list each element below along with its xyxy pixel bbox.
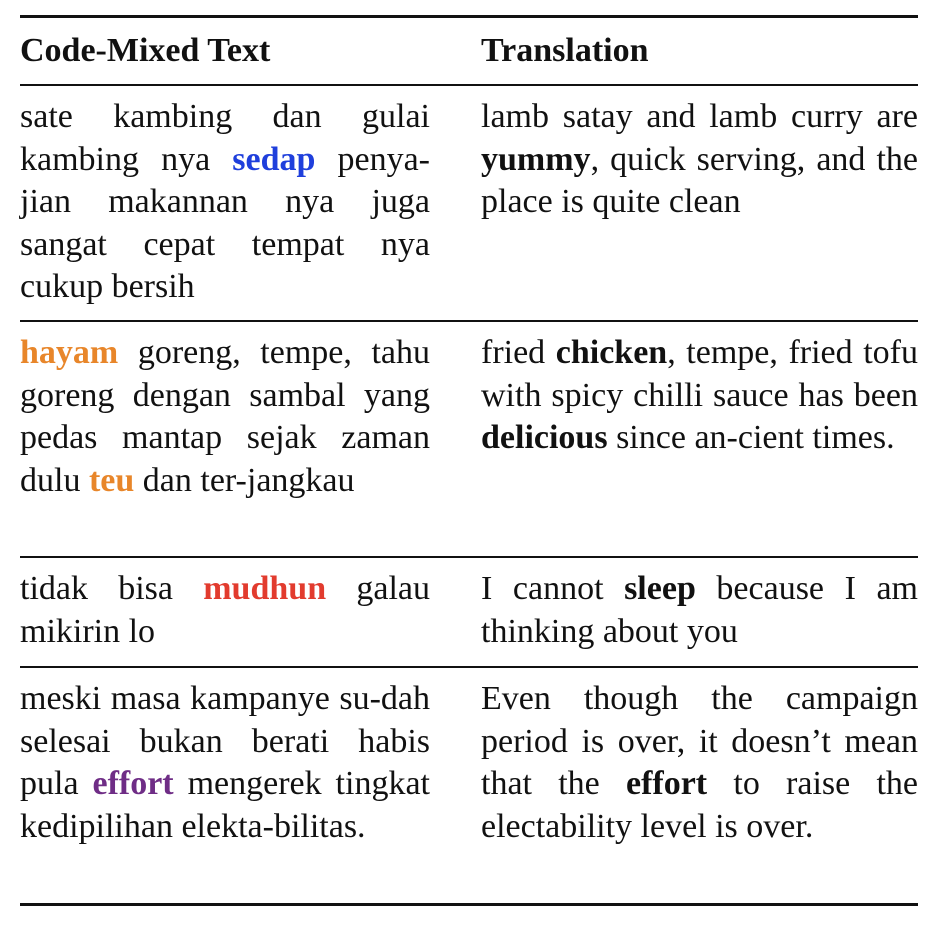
table-row (20, 668, 918, 903)
text-segment: dan ter-jangkau (134, 461, 355, 499)
text-segment: goreng, tempe, tahu goreng dengan sambal yang pedas mantap sejak zaman dulu (20, 334, 430, 499)
text-segment: I cannot (481, 570, 625, 607)
highlight-word-orange: hayam (20, 334, 119, 371)
text-segment: penya-jian makannan nya juga sangat cepat tempat nya cukup bersih (20, 140, 430, 305)
translation-cell (481, 678, 918, 903)
bottom-rule (20, 903, 918, 906)
text-segment: sate kambing dan gulai kambing nya (20, 98, 430, 178)
text-segment: Even though the campaign period is over, it doesn’t mean that the (481, 680, 918, 802)
text-segment: mengerek tingkat kedipilihan elekta-bilitas. (20, 765, 430, 845)
text-segment: because I am thinking about you (481, 570, 918, 650)
table-row (20, 86, 918, 320)
code-mixed-cell (20, 332, 430, 556)
code-mixed-cell (20, 96, 430, 320)
keyword-bold: sleep (624, 570, 696, 607)
text-segment: lamb satay and lamb curry are (481, 98, 918, 135)
text-segment: , tempe, fried tofu with spicy chilli sauce has been (481, 334, 918, 414)
code-mixed-cell (20, 568, 430, 666)
text-segment: meski masa kampanye su-dah selesai bukan berati habis pula (20, 680, 430, 802)
text-segment: to raise the electability level is over. (481, 765, 918, 845)
highlight-word-purple: effort (92, 765, 174, 802)
highlight-word-red: mudhun (203, 570, 327, 607)
table-row (20, 558, 918, 666)
header-translation: Translation (481, 32, 649, 69)
highlight-word-blue: sedap (232, 140, 316, 178)
code-mixed-table (20, 15, 918, 906)
header-code-mixed: Code-Mixed Text (20, 32, 271, 69)
translation-cell (481, 568, 918, 666)
text-segment: , quick serving, and the place is quite clean (481, 140, 918, 220)
keyword-bold: yummy (481, 140, 591, 178)
keyword-bold: effort (625, 765, 708, 802)
text-segment: galau mikirin lo (20, 570, 430, 650)
text-segment: since an-cient times. (607, 419, 895, 456)
table-row (20, 322, 918, 556)
translation-cell (481, 96, 918, 320)
code-mixed-cell (20, 678, 430, 903)
header-row (20, 18, 918, 84)
text-segment: fried (481, 334, 556, 371)
keyword-bold: delicious (481, 419, 608, 456)
text-segment: tidak bisa (20, 570, 204, 607)
highlight-word-orange: teu (88, 461, 135, 499)
translation-cell (481, 332, 918, 556)
keyword-bold: chicken (555, 334, 668, 371)
